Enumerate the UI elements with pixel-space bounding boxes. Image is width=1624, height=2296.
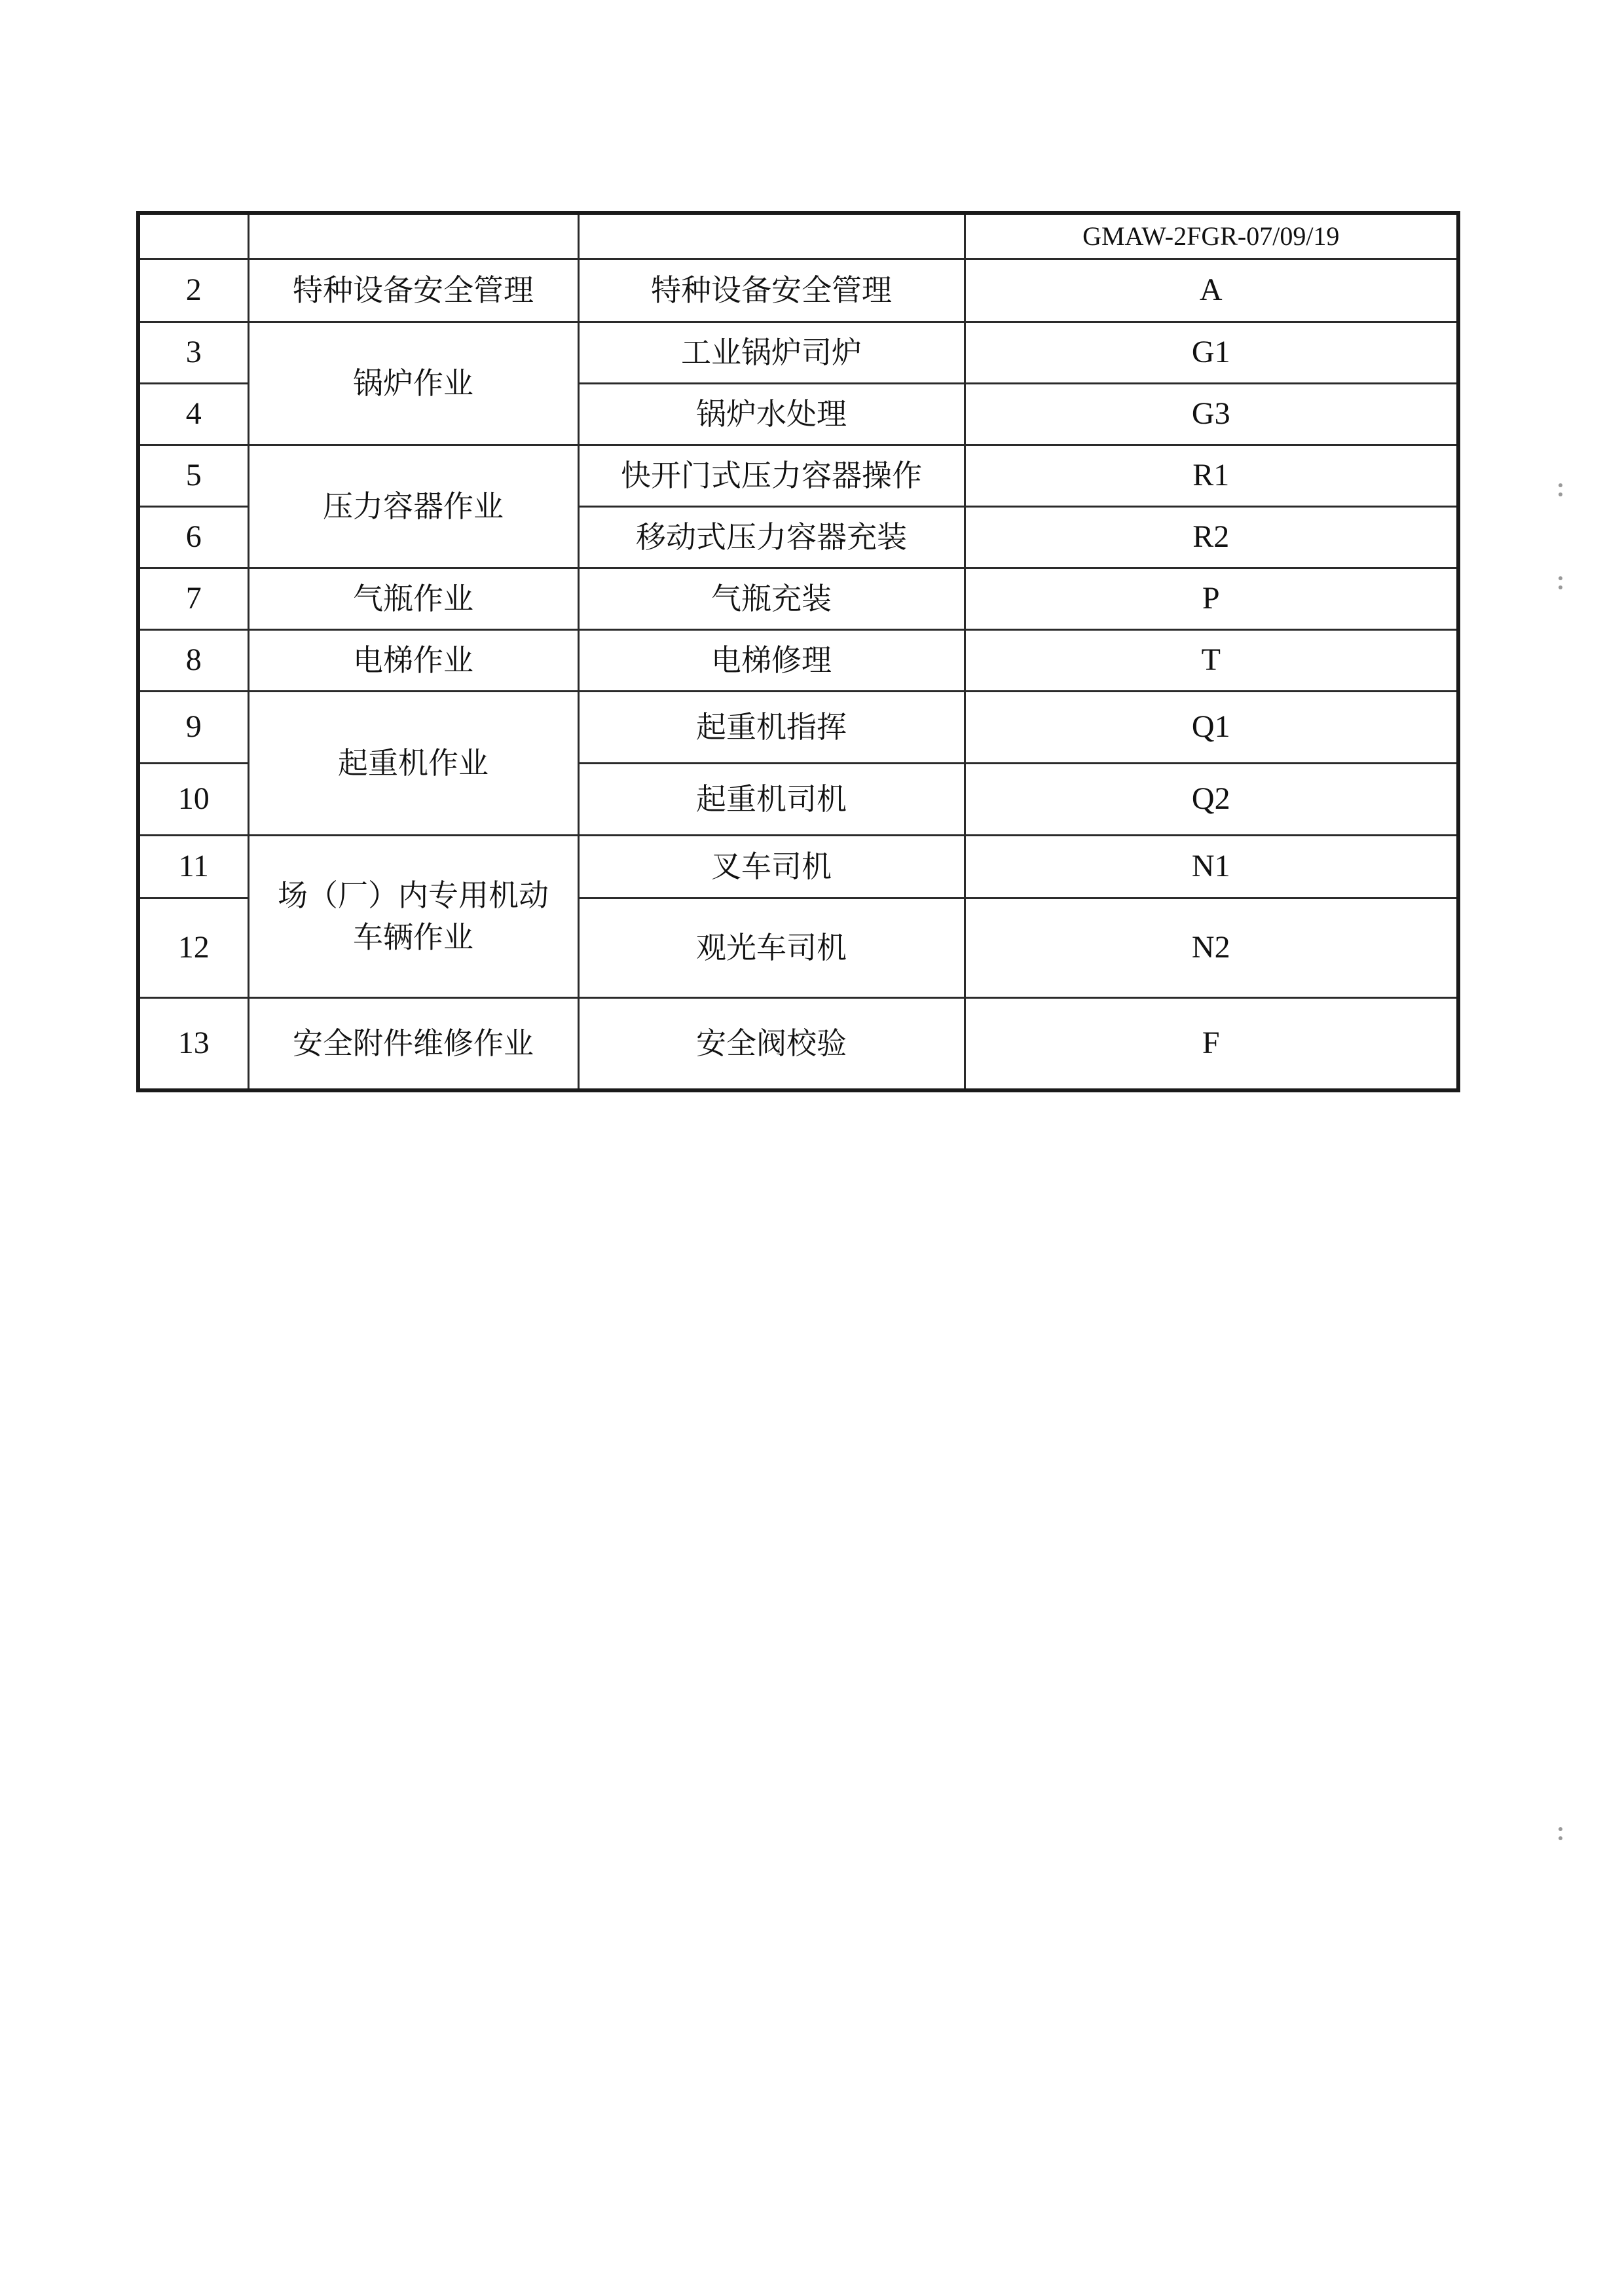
category-cell: 气瓶作业 [248,568,578,629]
row-number: 13 [138,997,248,1090]
item-cell: 起重机司机 [578,763,965,835]
scan-speck [1559,483,1562,487]
row-number: 5 [138,445,248,506]
certification-table [136,211,1460,1092]
item-cell: 特种设备安全管理 [578,259,965,322]
row-number: 10 [138,763,248,835]
row-number: 2 [138,259,248,322]
code-cell: N2 [965,898,1458,997]
table-row [138,835,1458,898]
scan-artifacts [1559,576,1566,595]
row-number: 4 [138,383,248,445]
code-cell: T [965,629,1458,691]
category-cell: 锅炉作业 [248,322,578,445]
table-row [138,259,1458,322]
item-cell: 快开门式压力容器操作 [578,445,965,506]
item-cell: 移动式压力容器充装 [578,506,965,568]
code-cell: G1 [965,322,1458,383]
code-cell: R2 [965,506,1458,568]
table-header-row [138,213,1458,259]
row-number: 12 [138,898,248,997]
scan-speck [1559,576,1562,580]
category-cell: 压力容器作业 [248,445,578,568]
scan-speck [1559,585,1562,589]
row-number: 3 [138,322,248,383]
row-number: 8 [138,629,248,691]
code-cell: Q2 [965,763,1458,835]
item-cell: 起重机指挥 [578,691,965,763]
item-cell: 电梯修理 [578,629,965,691]
table-row [138,629,1458,691]
code-cell: A [965,259,1458,322]
row-number: 6 [138,506,248,568]
item-cell: 观光车司机 [578,898,965,997]
code-cell: Q1 [965,691,1458,763]
header-cell-blank-2 [248,213,578,259]
code-cell: P [965,568,1458,629]
code-cell: F [965,997,1458,1090]
item-cell: 锅炉水处理 [578,383,965,445]
header-cell-blank-1 [138,213,248,259]
header-cell-blank-3 [578,213,965,259]
table-row [138,568,1458,629]
item-cell: 工业锅炉司炉 [578,322,965,383]
scan-speck [1559,492,1562,496]
item-cell: 气瓶充装 [578,568,965,629]
category-cell: 场（厂）内专用机动车辆作业 [248,835,578,997]
category-cell: 电梯作业 [248,629,578,691]
row-number: 11 [138,835,248,898]
category-cell: 安全附件维修作业 [248,997,578,1090]
category-cell: 起重机作业 [248,691,578,835]
scan-artifacts [1559,1827,1566,1845]
table-row [138,322,1458,383]
category-cell: 特种设备安全管理 [248,259,578,322]
scan-speck [1559,1836,1562,1840]
scan-speck [1559,1827,1562,1831]
item-cell: 叉车司机 [578,835,965,898]
code-cell: R1 [965,445,1458,506]
row-number: 7 [138,568,248,629]
scan-artifacts [1559,483,1566,502]
item-cell: 安全阀校验 [578,997,965,1090]
code-cell: G3 [965,383,1458,445]
table-row [138,691,1458,763]
code-cell: N1 [965,835,1458,898]
row-number: 9 [138,691,248,763]
document-code: GMAW-2FGR-07/09/19 [965,213,1458,259]
table-row [138,445,1458,506]
table-row [138,997,1458,1090]
